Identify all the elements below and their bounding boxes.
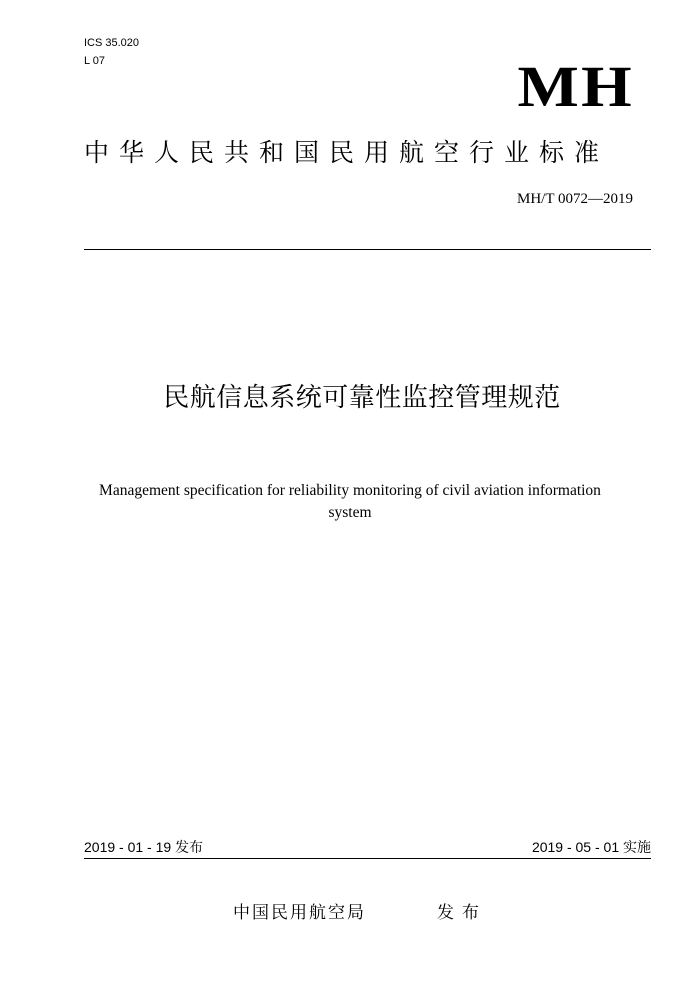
implementation-date: 2019 - 05 - 01 实施 (531, 839, 651, 855)
standard-logo: MH (517, 54, 634, 119)
ics-code: ICS 35.020 (84, 37, 140, 49)
header-divider (84, 249, 651, 250)
ccs-code: L 07 (84, 55, 106, 67)
industry-standard-title: 中华人民共和国民用航空行业标准 (84, 138, 610, 167)
footer-divider (84, 858, 651, 859)
publisher-name: 中国民用航空局 (233, 903, 366, 923)
document-title-english: Management specification for reliability monitoring of civil aviation information system (99, 482, 601, 521)
document-title-chinese: 民航信息系统可靠性监控管理规范 (163, 383, 561, 413)
issue-date: 2019 - 01 - 19 发布 (84, 839, 204, 855)
publish-label: 发布 (437, 903, 487, 923)
standard-number: MH/T 0072—2019 (517, 191, 633, 207)
